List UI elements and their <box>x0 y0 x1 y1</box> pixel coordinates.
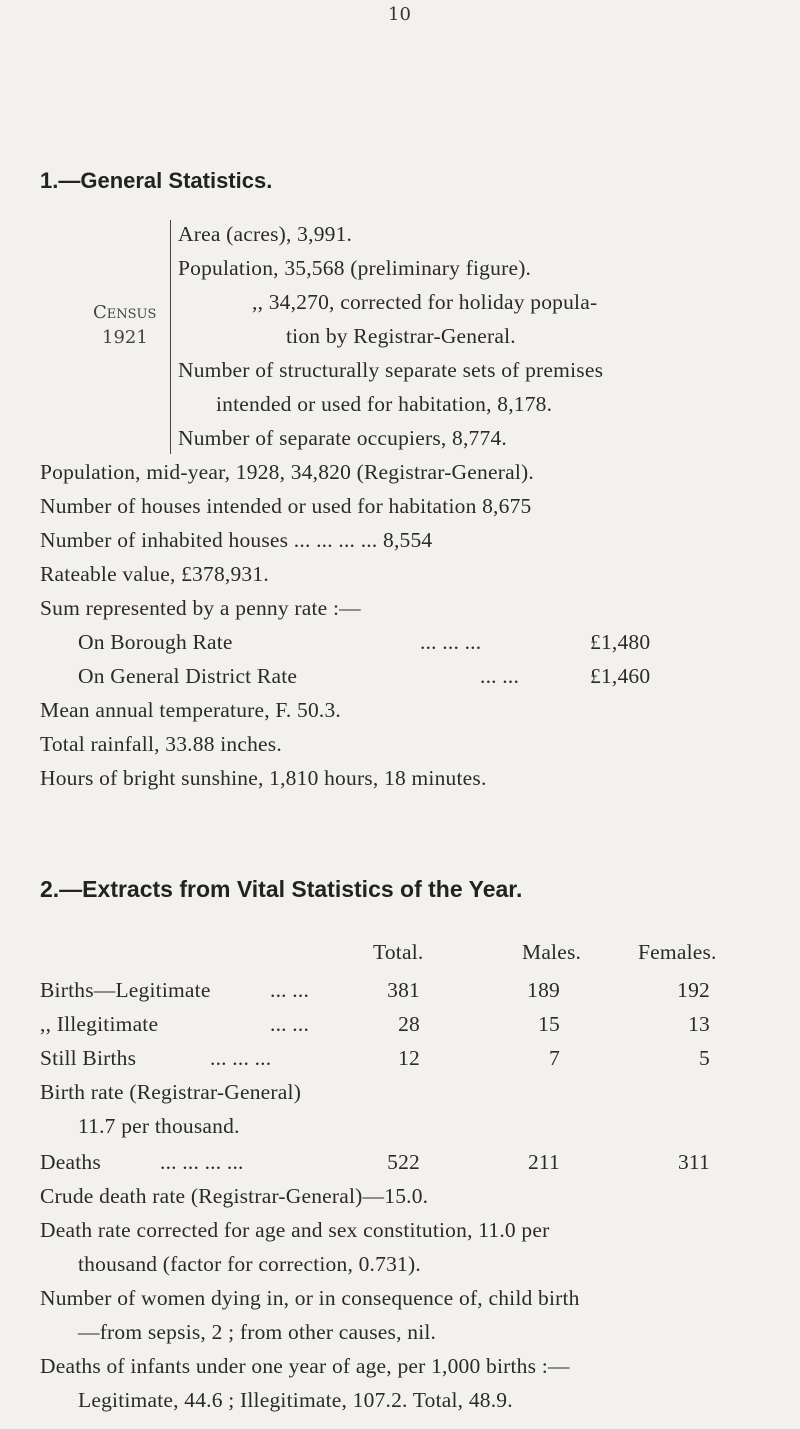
row-births-legitimate-males: 189 <box>527 978 560 1002</box>
inhabited-houses: Number of inhabited houses ... ... ... ... 8,554 <box>40 528 433 552</box>
mid-year-population: Population, mid-year, 1928, 34,820 (Registrar-General). <box>40 460 534 484</box>
total-rainfall: Total rainfall, 33.88 inches. <box>40 732 282 756</box>
houses-intended: Number of houses intended or used for habitation 8,675 <box>40 494 532 518</box>
census-premises: Number of structurally separate sets of premises <box>178 358 604 382</box>
infant-deaths-cont: Legitimate, 44.6 ; Illegitimate, 107.2. Total, 48.9. <box>78 1388 513 1412</box>
maternal-deaths-cont: —from sepsis, 2 ; from other causes, nil. <box>78 1320 437 1344</box>
row-births-illegitimate-females: 13 <box>688 1012 710 1036</box>
census-corrected: ,, 34,270, corrected for holiday popula- <box>252 290 598 314</box>
row-births-legitimate-females: 192 <box>677 978 710 1002</box>
district-rate-label: On General District Rate <box>78 664 298 688</box>
section2-heading: 2.—Extracts from Vital Statistics of the Year. <box>40 876 523 902</box>
row-births-legitimate-label: Births—Legitimate <box>40 978 211 1002</box>
section1-heading: 1.—General Statistics. <box>40 168 273 193</box>
row-deaths-dots: ... ... ... ... <box>160 1150 244 1174</box>
row-still-births-dots: ... ... ... <box>210 1046 272 1070</box>
penny-rate-intro: Sum represented by a penny rate :— <box>40 596 361 620</box>
row-births-illegitimate-dots: ... ... <box>270 1012 310 1036</box>
row-still-births-total: 12 <box>398 1046 420 1070</box>
census-year: 1921 <box>102 327 148 348</box>
census-label: Census <box>93 302 157 323</box>
row-still-births-females: 5 <box>699 1046 710 1070</box>
sunshine-hours: Hours of bright sunshine, 1,810 hours, 18 minutes. <box>40 766 487 790</box>
row-deaths-label: Deaths <box>40 1150 101 1174</box>
census-population: Population, 35,568 (preliminary figure). <box>178 256 532 280</box>
crude-death-rate: Crude death rate (Registrar-General)—15.0. <box>40 1184 429 1208</box>
census-area: Area (acres), 3,991. <box>178 222 353 246</box>
col-males: Males. <box>522 940 582 964</box>
infant-deaths: Deaths of infants under one year of age, per 1,000 births :— <box>40 1354 570 1378</box>
census-occupiers: Number of separate occupiers, 8,774. <box>178 426 507 450</box>
district-rate-value: £1,460 <box>590 664 651 688</box>
row-births-illegitimate-males: 15 <box>538 1012 560 1036</box>
census-premises-cont: intended or used for habitation, 8,178. <box>216 392 553 416</box>
maternal-deaths: Number of women dying in, or in consequence of, child birth <box>40 1286 580 1310</box>
row-deaths-females: 311 <box>677 1150 710 1174</box>
row-deaths-total: 522 <box>387 1150 420 1174</box>
borough-rate-dots: ... ... ... <box>420 630 482 654</box>
census-corrected-cont: tion by Registrar-General. <box>286 324 516 348</box>
borough-rate-value: £1,480 <box>590 630 651 654</box>
row-births-legitimate-dots: ... ... <box>270 978 310 1002</box>
row-still-births-label: Still Births <box>40 1046 137 1070</box>
row-deaths-males: 211 <box>527 1150 560 1174</box>
district-rate-dots: ... ... <box>480 664 520 688</box>
corrected-death-rate-cont: thousand (factor for correction, 0.731). <box>78 1252 421 1276</box>
row-births-illegitimate-total: 28 <box>398 1012 420 1036</box>
row-still-births-males: 7 <box>549 1046 560 1070</box>
row-births-legitimate-total: 381 <box>387 978 420 1002</box>
page-number: 10 <box>388 4 411 25</box>
mean-temperature: Mean annual temperature, F. 50.3. <box>40 698 342 722</box>
census-brace <box>170 220 171 454</box>
row-births-illegitimate-label: ,, Illegitimate <box>40 1012 159 1036</box>
corrected-death-rate: Death rate corrected for age and sex constitution, 11.0 per <box>40 1218 550 1242</box>
col-total: Total. <box>373 940 424 964</box>
col-females: Females. <box>638 940 717 964</box>
rateable-value: Rateable value, £378,931. <box>40 562 269 586</box>
birth-rate-line1: Birth rate (Registrar-General) <box>40 1080 302 1104</box>
birth-rate-line2: 11.7 per thousand. <box>78 1114 240 1138</box>
borough-rate-label: On Borough Rate <box>78 630 233 654</box>
